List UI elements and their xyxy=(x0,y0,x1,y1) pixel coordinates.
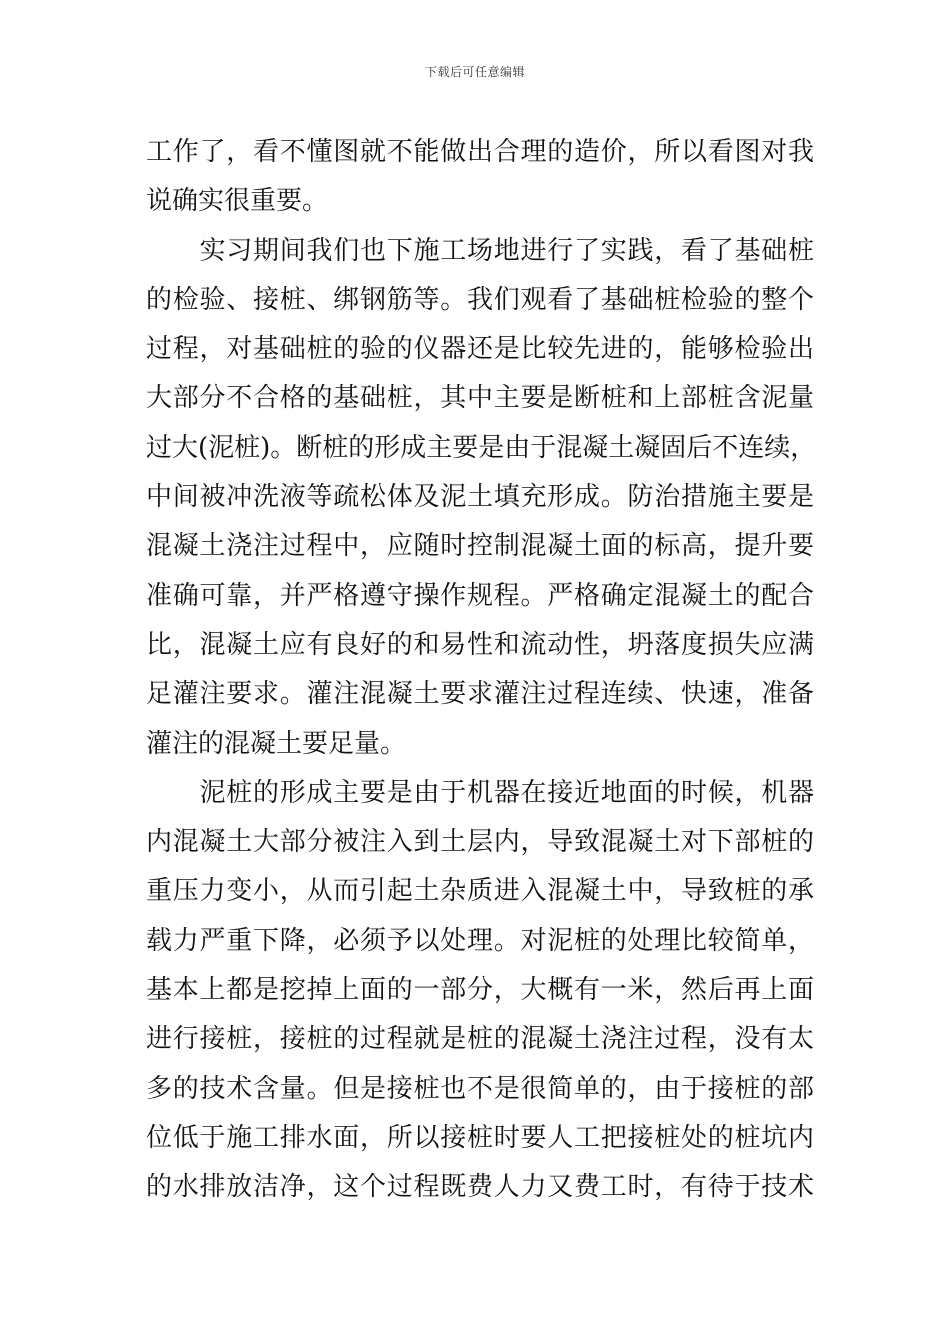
text-line: 过程，对基础桩的验的仪器还是比较先进的，能够检验出 xyxy=(146,334,814,365)
text-line: 中间被冲洗液等疏松体及泥土填充形成。防治措施主要是 xyxy=(146,482,814,513)
text-line: 进行接桩，接桩的过程就是桩的混凝土浇注过程，没有太 xyxy=(146,1024,814,1055)
text-line: 基本上都是挖掉上面的一部分，大概有一米，然后再上面 xyxy=(146,975,814,1006)
text-line: 工作了，看不懂图就不能做出合理的造价，所以看图对我 xyxy=(146,137,814,167)
text-line: 足灌注要求。灌注混凝土要求灌注过程连续、快速，准备 xyxy=(146,679,814,710)
document-body xyxy=(146,128,817,1213)
text-line: 大部分不合格的基础桩，其中主要是断桩和上部桩含泥量 xyxy=(146,383,814,414)
text-line: 的水排放洁净，这个过程既费人力又费工时，有待于技术 xyxy=(146,1172,814,1203)
text-line: 过大(泥桩)。断桩的形成主要是由于混凝土凝固后不连续， xyxy=(146,432,817,463)
text-line: 载力严重下降，必须予以处理。对泥桩的处理比较简单， xyxy=(146,925,814,956)
text-line: 灌注的混凝土要足量。 xyxy=(146,728,407,759)
text-line: 位低于施工排水面，所以接桩时要人工把接桩处的桩坑内 xyxy=(146,1122,814,1153)
text-line: 比，混凝土应有良好的和易性和流动性，坍落度损失应满 xyxy=(146,629,814,660)
text-line: 多的技术含量。但是接桩也不是很简单的，由于接桩的部 xyxy=(146,1073,814,1104)
page-header: 下载后可任意编辑 xyxy=(424,65,525,79)
text-line: 实习期间我们也下施工场地进行了实践，看了基础桩 xyxy=(146,235,814,266)
text-line: 泥桩的形成主要是由于机器在接近地面的时候，机器 xyxy=(146,777,814,808)
text-line: 说确实很重要。 xyxy=(146,186,329,217)
text-line: 准确可靠，并严格遵守操作规程。严格确定混凝土的配合 xyxy=(146,580,814,611)
text-line: 混凝土浇注过程中，应随时控制混凝土面的标高，提升要 xyxy=(146,531,814,562)
text-line: 的检验、接桩、绑钢筋等。我们观看了基础桩检验的整个 xyxy=(146,284,814,315)
text-line: 重压力变小，从而引起土杂质进入混凝土中，导致桩的承 xyxy=(146,876,814,907)
text-line: 内混凝土大部分被注入到土层内，导致混凝土对下部桩的 xyxy=(146,827,814,858)
